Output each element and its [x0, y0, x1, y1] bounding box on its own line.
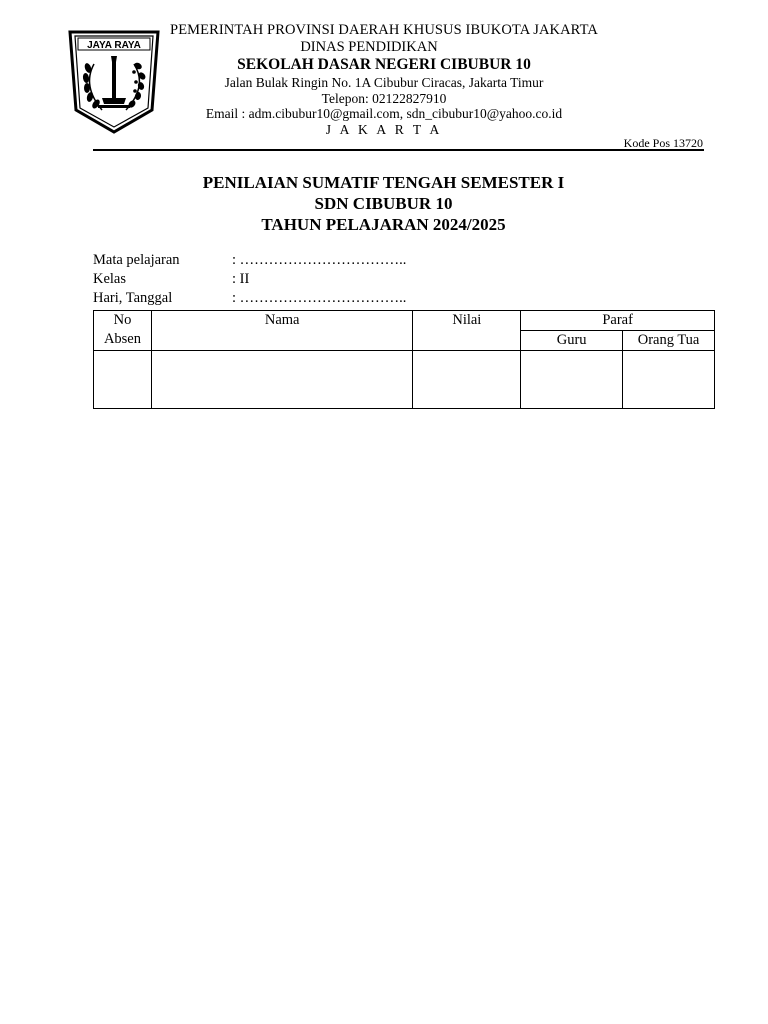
postal-code: Kode Pos 13720	[623, 136, 703, 150]
header-no-absen	[94, 311, 152, 351]
header-guru: Guru	[521, 331, 623, 351]
title-line-exam: PENILAIAN SUMATIF TENGAH SEMESTER I	[202, 173, 565, 192]
field-date	[93, 289, 406, 308]
cell-paraf-orang-tua[interactable]	[623, 351, 715, 409]
score-table	[93, 310, 715, 409]
field-value: : II	[232, 271, 250, 287]
school-name: SEKOLAH DASAR NEGERI CIBUBUR 10	[237, 56, 531, 74]
title-line-year: TAHUN PELAJARAN 2024/2025	[261, 215, 506, 234]
school-email: Email : adm.cibubur10@gmail.com, sdn_cibubur10@yahoo.co.id	[205, 106, 563, 122]
field-label: Mata pelajaran	[93, 252, 180, 268]
letterhead-divider	[93, 149, 704, 151]
header-orang-tua: Orang Tua	[623, 331, 715, 351]
field-value: : ……………………………..	[232, 252, 407, 268]
header-no-label: No	[113, 312, 132, 328]
document-title	[93, 172, 674, 235]
title-line-school: SDN CIBUBUR 10	[314, 194, 453, 213]
header-absen-label: Absen	[103, 331, 141, 347]
field-label: Hari, Tanggal	[93, 290, 173, 306]
field-class	[93, 270, 406, 289]
form-fields	[93, 251, 406, 308]
school-address: Jalan Bulak Ringin No. 1A Cibubur Ciracas, Jakarta Timur	[224, 75, 544, 91]
field-value: : ……………………………..	[232, 290, 407, 306]
school-phone: Telepon: 02122827910	[321, 90, 447, 106]
header-nilai: Nilai	[413, 311, 521, 351]
cell-no-absen[interactable]	[94, 351, 152, 409]
school-city: J A K A R T A	[325, 121, 443, 137]
cell-nilai[interactable]	[413, 351, 521, 409]
field-label: Kelas	[93, 271, 127, 287]
table-row	[94, 351, 715, 409]
header-nama: Nama	[151, 311, 412, 351]
cell-paraf-guru[interactable]	[521, 351, 623, 409]
government-name: PEMERINTAH PROVINSI DAERAH KHUSUS IBUKOTA JAKARTA	[170, 22, 598, 38]
department-name: DINAS PENDIDIKAN	[300, 38, 438, 55]
cell-nama[interactable]	[151, 351, 412, 409]
header-paraf: Paraf	[521, 311, 715, 331]
svg-text:JAYA RAYA: JAYA RAYA	[87, 40, 141, 51]
field-subject	[93, 251, 406, 270]
letterhead	[160, 22, 608, 137]
